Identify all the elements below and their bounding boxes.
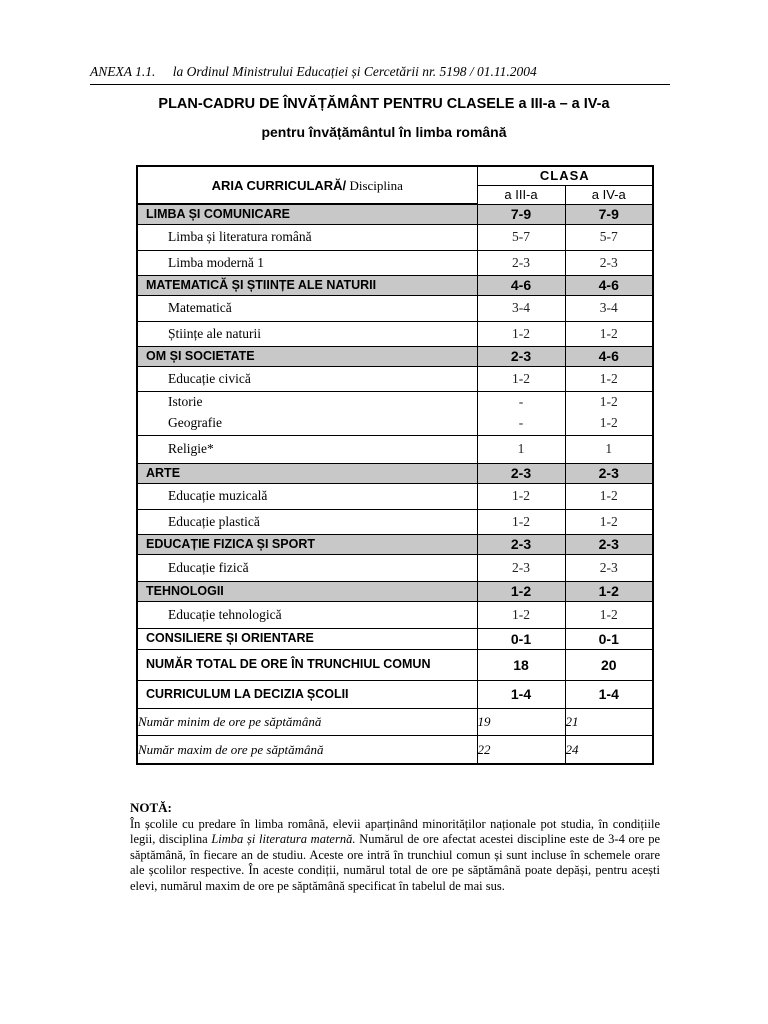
grade-3-value: 2-3	[477, 250, 565, 275]
discipline-row	[137, 295, 653, 321]
grade-3-value: 1-4	[477, 680, 565, 708]
area-row	[137, 275, 653, 295]
order-reference: la Ordinul Ministrului Educației și Cercetării nr. 5198 / 01.11.2004	[172, 64, 537, 79]
discipline-row	[137, 391, 653, 411]
row-name-cell: OM ȘI SOCIETATE	[137, 346, 477, 366]
area-row	[137, 581, 653, 601]
area-row	[137, 204, 653, 224]
discipline-row	[137, 554, 653, 581]
row-name-cell: LIMBA ȘI COMUNICARE	[137, 204, 477, 224]
grade-4-value: 1-2	[565, 411, 653, 435]
grade-3-value: 1-2	[477, 581, 565, 601]
row-name-cell: Limba și literatura română	[137, 224, 477, 250]
annex-number: ANEXA 1.1.	[90, 64, 156, 79]
discipline-row	[137, 509, 653, 534]
grade-3-value: 2-3	[477, 463, 565, 483]
note-text	[130, 817, 660, 895]
discipline-row	[137, 224, 653, 250]
grade-3-value: 2-3	[477, 554, 565, 581]
grade-4-value: 1-2	[565, 581, 653, 601]
grade-3-value: 0-1	[477, 628, 565, 649]
row-name-cell: Număr maxim de ore pe săptămână	[137, 735, 477, 764]
row-name-cell: CONSILIERE ȘI ORIENTARE	[137, 628, 477, 649]
row-name-cell: MATEMATICĂ ȘI ȘTIINȚE ALE NATURII	[137, 275, 477, 295]
row-name-cell: Educație fizică	[137, 554, 477, 581]
total-row	[137, 708, 653, 735]
row-name-cell: Religie*	[137, 435, 477, 463]
grade-3-value: 2-3	[477, 534, 565, 554]
row-name-cell: TEHNOLOGII	[137, 581, 477, 601]
row-name-cell: Științe ale naturii	[137, 321, 477, 346]
grade-4-value: 1-4	[565, 680, 653, 708]
grade-4-value: 3-4	[565, 295, 653, 321]
row-name-cell: CURRICULUM LA DECIZIA ȘCOLII	[137, 680, 477, 708]
document-header	[90, 64, 670, 85]
area-row	[137, 534, 653, 554]
discipline-row	[137, 435, 653, 463]
row-name-cell: Număr minim de ore pe săptămână	[137, 708, 477, 735]
curriculum-table-body	[137, 166, 653, 764]
row-name-cell: NUMĂR TOTAL DE ORE ÎN TRUNCHIUL COMUN	[137, 649, 477, 680]
area-column-header	[137, 166, 477, 204]
row-name-cell: Limba modernă 1	[137, 250, 477, 275]
grade-3-header: a III-a	[477, 185, 565, 204]
grade-4-value: 4-6	[565, 275, 653, 295]
page-subtitle: pentru învățământul în limba română	[261, 124, 507, 140]
row-name-cell: Geografie	[137, 411, 477, 435]
grade-3-value: 1-2	[477, 366, 565, 391]
total-row	[137, 680, 653, 708]
note-text-part: Numărul de ore afectat acestei discipline este de 3-4 ore pe săptămână, în fiecare an de studiu. Aceste ore intră în trunchiul comun și sunt incluse în schemele orare ale școlilor respective. În aceste condiții, numărul total de ore pe săptămână poate depăși, pentru acești elevi, numărul maxim de ore pe săptămână specificat în tabelul de mai sus.	[130, 832, 660, 893]
note-text-italic: Limba și literatura maternă.	[211, 832, 356, 846]
total-row	[137, 735, 653, 764]
grade-4-value: 7-9	[565, 204, 653, 224]
grade-3-value: 22	[477, 735, 565, 764]
grade-3-value: -	[477, 411, 565, 435]
grade-3-value: 2-3	[477, 346, 565, 366]
grade-3-value: 1-2	[477, 483, 565, 509]
grade-4-value: 2-3	[565, 463, 653, 483]
note-title: NOTĂ:	[130, 800, 172, 815]
grade-4-value: 2-3	[565, 554, 653, 581]
note-section	[130, 800, 660, 894]
row-name-cell: Istorie	[137, 391, 477, 411]
grade-4-value: 20	[565, 649, 653, 680]
total-row	[137, 649, 653, 680]
grade-4-value: 1-2	[565, 483, 653, 509]
area-header-plain: Disciplina	[346, 177, 403, 193]
row-name-cell: Educație tehnologică	[137, 601, 477, 628]
discipline-row	[137, 321, 653, 346]
curriculum-table	[136, 165, 654, 765]
grade-3-value: 1-2	[477, 601, 565, 628]
row-name-cell: EDUCAȚIE FIZICA ȘI SPORT	[137, 534, 477, 554]
row-name-cell: Matematică	[137, 295, 477, 321]
row-name-cell: ARTE	[137, 463, 477, 483]
row-name-cell: Educație plastică	[137, 509, 477, 534]
grade-3-value: 4-6	[477, 275, 565, 295]
grade-4-value: 1-2	[565, 321, 653, 346]
grade-4-value: 2-3	[565, 534, 653, 554]
discipline-row	[137, 483, 653, 509]
discipline-row	[137, 250, 653, 275]
clasa-header: CLASA	[477, 166, 653, 185]
grade-3-value: 7-9	[477, 204, 565, 224]
grade-4-value: 1-2	[565, 366, 653, 391]
total-row	[137, 628, 653, 649]
grade-4-value: 1-2	[565, 391, 653, 411]
grade-3-value: 3-4	[477, 295, 565, 321]
grade-3-value: 5-7	[477, 224, 565, 250]
grade-4-value: 1-2	[565, 601, 653, 628]
grade-4-value: 2-3	[565, 250, 653, 275]
area-row	[137, 463, 653, 483]
table-header-row	[137, 166, 653, 185]
page-title: PLAN-CADRU DE ÎNVĂȚĂMÂNT PENTRU CLASELE a III-a – a IV-a	[158, 96, 610, 112]
discipline-row	[137, 601, 653, 628]
discipline-row	[137, 366, 653, 391]
grade-3-value: 1-2	[477, 509, 565, 534]
grade-4-header: a IV-a	[565, 185, 653, 204]
grade-4-value: 21	[565, 708, 653, 735]
grade-4-value: 24	[565, 735, 653, 764]
grade-4-value: 4-6	[565, 346, 653, 366]
grade-3-value: 1	[477, 435, 565, 463]
row-name-cell: Educație muzicală	[137, 483, 477, 509]
note-text-part: În școlile cu predare în limba română, elevii aparținând minorităților naționale pot studia, în condițiile legii, disciplina	[130, 816, 660, 846]
row-name-cell: Educație civică	[137, 366, 477, 391]
grade-3-value: -	[477, 391, 565, 411]
grade-4-value: 5-7	[565, 224, 653, 250]
discipline-row	[137, 411, 653, 435]
grade-3-value: 18	[477, 649, 565, 680]
grade-4-value: 1	[565, 435, 653, 463]
area-row	[137, 346, 653, 366]
grade-3-value: 19	[477, 708, 565, 735]
area-header-bold: ARIA CURRICULARĂ/	[211, 177, 347, 193]
grade-4-value: 1-2	[565, 509, 653, 534]
grade-3-value: 1-2	[477, 321, 565, 346]
grade-4-value: 0-1	[565, 628, 653, 649]
